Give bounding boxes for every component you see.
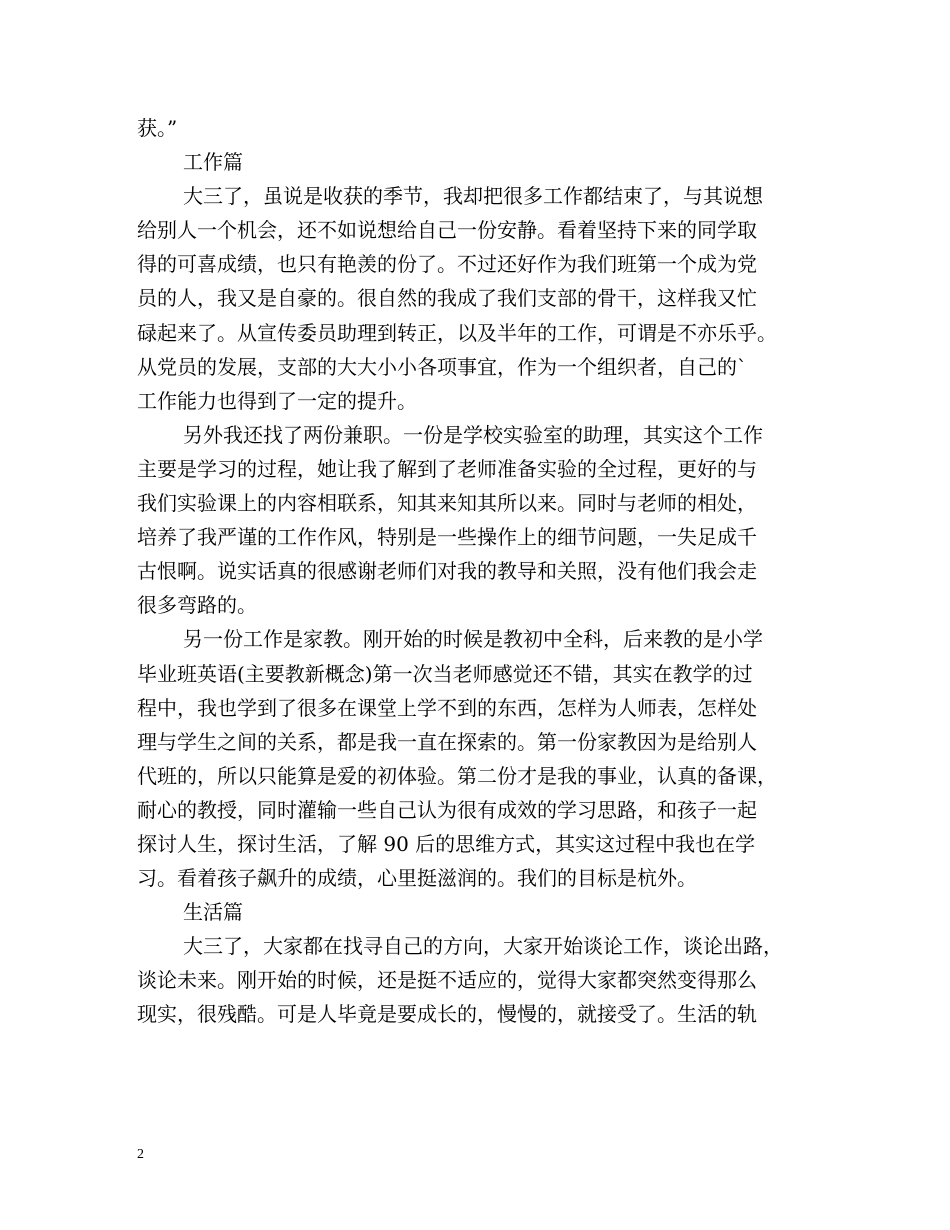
text-line: 习。看着孩子飙升的成绩，心里挺滋润的。我们的目标是杭外。 [137,866,697,891]
text-line: 谈论未来。刚开始的时候，还是挺不适应的，觉得大家都突然变得那么 [137,968,757,993]
text-line: 另一份工作是家教。刚开始的时候是教初中全科，后来教的是小学 [183,627,763,652]
text-line: 员的人，我又是自豪的。很自然的我成了我们支部的骨干，这样我又忙 [137,286,757,311]
text-line: 大三了，虽说是收获的季节，我却把很多工作都结束了，与其说想 [183,184,763,209]
text-line: 耐心的教授，同时灌输一些自己认为很有成效的学习思路，和孩子一起 [137,797,757,822]
text-line: 得的可喜成绩，也只有艳羡的份了。不过还好作为我们班第一个成为党 [137,252,757,277]
text-line: 培养了我严谨的工作作风，特别是一些操作上的细节问题，一失足成千 [137,525,757,550]
text-line: 探讨人生，探讨生活，了解 90 后的思维方式，其实这过程中我也在学 [137,831,756,856]
text-line: 理与学生之间的关系，都是我一直在探索的。第一份家教因为是给别人 [137,729,757,754]
page-number: 2 [137,1147,144,1162]
text-line: 另外我还找了两份兼职。一份是学校实验室的助理，其实这个工作 [183,422,763,447]
text-line: 获。” [137,116,178,140]
text-line: 从党员的发展，支部的大大小小各项事宜，作为一个组织者，自己的` [137,354,747,379]
text-line: 碌起来了。从宣传委员助理到转正，以及半年的工作，可谓是不亦乐乎。 [137,320,777,345]
text-line: 主要是学习的过程，她让我了解到了老师准备实验的全过程，更好的与 [137,456,757,481]
text-line: 工作能力也得到了一定的提升。 [137,388,417,413]
document-body [137,111,827,1032]
text-line: 给别人一个机会，还不如说想给自己一份安静。看着坚持下来的同学取 [137,218,757,243]
text-line: 程中，我也学到了很多在课堂上学不到的东西，怎样为人师表，怎样处 [137,695,757,720]
text-line: 现实，很残酷。可是人毕竟是要成长的，慢慢的，就接受了。生活的轨 [137,1002,757,1027]
text-line: 很多弯路的。 [137,593,257,618]
text-line: 大三了，大家都在找寻自己的方向，大家开始谈论工作，谈论出路， [183,934,783,959]
text-line: 生活篇 [183,900,243,925]
text-line: 代班的，所以只能算是爱的初体验。第二份才是我的事业，认真的备课， [137,763,777,788]
text-line: 古恨啊。说实话真的很感谢老师们对我的教导和关照，没有他们我会走 [137,559,757,584]
text-line: 毕业班英语(主要教新概念)第一次当老师感觉还不错，其实在教学的过 [137,661,753,686]
text-line: 工作篇 [183,150,243,175]
text-line: 我们实验课上的内容相联系，知其来知其所以来。同时与老师的相处， [137,491,757,516]
